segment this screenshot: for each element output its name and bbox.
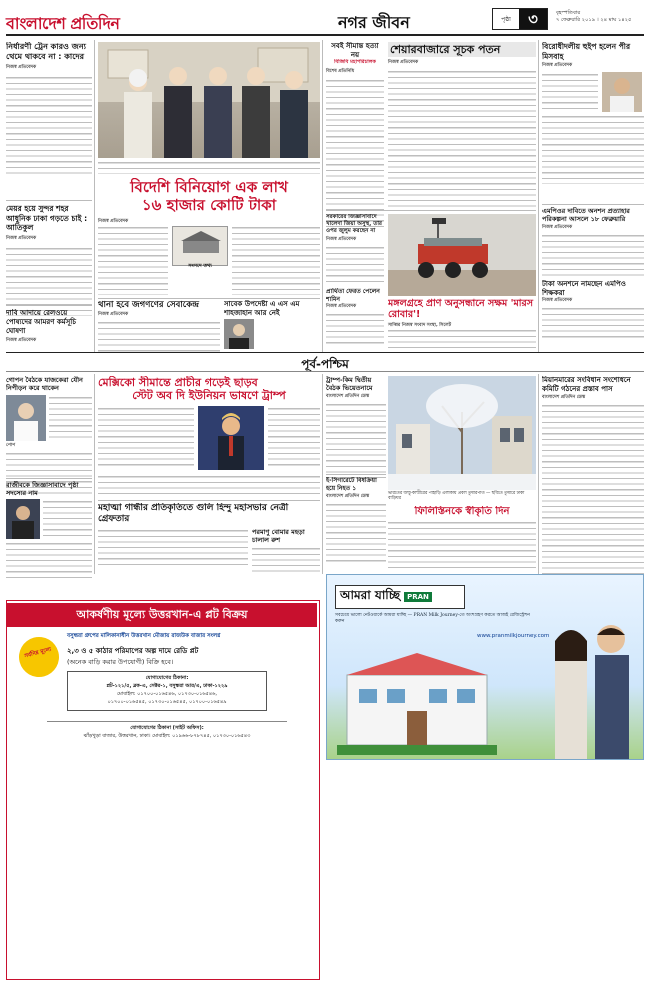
article-subtitle: বিজিবি মহাপরিচালক xyxy=(334,59,376,65)
column-divider xyxy=(94,374,95,574)
date-line xyxy=(556,10,646,24)
pran-headline-box xyxy=(335,585,465,609)
person-image xyxy=(602,72,642,112)
plot-ad-address: প্লট-১২১/৫, ব্লক-এ, সেক্টর-১, বসুন্ধরা আর/এ, ঢাকা-১২২৯ xyxy=(106,683,228,689)
rajib-photo xyxy=(6,499,40,539)
date-full: ৭ ফেব্রুয়ারি ২০১৯ । ২৪ মাঘ ১৪২৫ xyxy=(556,17,632,23)
article-headline-protidin[interactable]: প্রার্থিতা ফেরত পেলেন শামিন xyxy=(326,288,380,303)
section-banner xyxy=(6,352,644,372)
article-rajib xyxy=(6,481,92,579)
investment-byline: নিজস্ব প্রতিবেদক xyxy=(98,219,129,224)
mars-headline[interactable]: মঙ্গলগ্রহে প্রাণ অনুসন্ধানে সক্ষম 'মারস রোবার'! xyxy=(388,298,534,320)
plot-ad-sub3: (অনেক বাড়ি করার উপযোগী) বিক্রি হবে। xyxy=(67,658,174,666)
pran-headline: আমরা যাচ্ছি xyxy=(340,588,401,602)
section-title: নগর জীবন xyxy=(338,13,410,32)
article-ecigarette xyxy=(326,477,386,562)
page-number: ৩ xyxy=(519,9,547,29)
article-body xyxy=(6,75,92,175)
plot-ad-site: ঝাঁড়খুড়া বাজার, উত্তরখান, ঢাকা। মোবাইল: ০১৯৬৬-৮৭৮৭৪৫, ০১৭৩০-০১৬৫৪৩ xyxy=(83,733,251,739)
article-border xyxy=(326,42,384,228)
article-byline: নিজস্ব প্রতিবেদক xyxy=(326,237,357,242)
article-body xyxy=(388,69,536,211)
snow-scene-image xyxy=(388,376,536,490)
article-body xyxy=(326,402,386,478)
article-byline: পোপ xyxy=(6,443,16,448)
person-image xyxy=(6,395,46,441)
article-body xyxy=(326,78,384,228)
plot-ad-headline: আকর্ষণীয় মূল্যে উত্তরখান-এ প্লট বিক্রয় xyxy=(7,603,317,627)
column-divider xyxy=(94,40,95,352)
plot-ad-phones2: ০১৭০০-০১৬৫৪৫, ০১৭৩০-০১৬৫৪৫, ০১৭০০-০১৬৫৪৯ xyxy=(107,699,227,705)
mexico-headline-line1[interactable]: মেক্সিকো সীমান্তে প্রাচীর গড়েই ছাড়ব xyxy=(98,376,258,389)
pran-website[interactable]: www.pranmilkjourney.com xyxy=(477,633,550,639)
investment-body-col2 xyxy=(232,225,320,295)
investment-body-col1 xyxy=(98,225,168,295)
factory-illustration xyxy=(337,645,497,755)
article-headline[interactable]: ট্রাম্প-কিম দ্বিতীয় বৈঠক ভিয়েতনামে xyxy=(326,376,373,392)
article-body xyxy=(43,499,92,539)
article-body xyxy=(49,395,92,441)
page-label: পৃষ্ঠা xyxy=(501,15,511,23)
article-body xyxy=(6,541,92,579)
mexico-headline-line2[interactable]: স্টেট অব দি ইউনিয়ন ভাষণে ট্রাম্প xyxy=(132,389,286,402)
newspaper-logo: বাংলাদেশ প্রতিদিন xyxy=(6,14,120,33)
article-headline[interactable]: বিরোধীদলীয় হুইপ হলেন পীর মিসবাহ xyxy=(542,42,631,61)
mexico-body-wide xyxy=(98,474,320,498)
mexico-headline-block xyxy=(98,376,320,402)
column-divider xyxy=(538,40,539,352)
article-divider xyxy=(6,305,92,306)
article-headline[interactable]: রাজীবকে জিজ্ঞাসাবাদে পৃষ্ঠা সদস্যের নাম xyxy=(6,481,79,497)
article-divider xyxy=(98,500,320,501)
article-body xyxy=(326,502,386,562)
pran-brand: PRAN xyxy=(404,592,432,602)
article-byline: নিজস্ব প্রতিবেদক xyxy=(542,63,573,68)
rover-image xyxy=(388,214,536,296)
article-body xyxy=(388,520,536,572)
article-railway xyxy=(6,309,92,344)
article-headline-taka[interactable]: টাকা অনশনে নামছেন এমপিও শিক্ষকরা xyxy=(542,280,626,297)
article-divider xyxy=(6,478,92,479)
article-byline: বাংলাদেশ প্রতিদিন ডেস্ক xyxy=(326,394,370,399)
parliament-icon xyxy=(173,227,229,259)
plot-ad-contact-title: যোগাযোগের ঠিকানা: xyxy=(145,675,189,681)
article-mayor xyxy=(6,204,92,316)
article-byline: বাংলাদেশ প্রতিদিন ডেস্ক xyxy=(542,395,586,400)
article-headline[interactable]: থানা হবে জগণণের সেবাকেন্দ্র xyxy=(98,300,200,310)
plot-ad-phones: মোবাইল: ০১৭০০-০১৬৫৪৬, ০১৭৩০-০১৬৫৪৬, xyxy=(117,691,217,697)
article-byline: নিজস্ব প্রতিবেদক xyxy=(6,338,37,343)
group-photo-image xyxy=(98,42,320,158)
plot-ad-badge: সর্বনিম্ন মূল্যে xyxy=(15,633,64,682)
mars-rover-photo xyxy=(388,214,536,296)
article-adviser xyxy=(224,300,320,349)
article-mpo xyxy=(542,207,644,340)
parliament-info-box xyxy=(172,226,228,269)
person-image xyxy=(198,406,264,470)
article-body xyxy=(542,233,644,277)
article-body xyxy=(542,72,598,112)
article-divider xyxy=(326,210,536,211)
article-byline: নিজস্ব প্রতিবেদক xyxy=(388,60,419,65)
article-byline: নিজস্ব প্রতিবেদক xyxy=(326,304,357,309)
mexico-body-col1 xyxy=(98,406,194,470)
pope-photo xyxy=(6,395,46,441)
article-divider xyxy=(98,298,320,299)
plot-ad-sub2: ২,৩ ও ৫ কাঠার পরিমাপের অল্প দামে রেডি প্লট xyxy=(67,647,199,655)
article-stock xyxy=(388,42,536,211)
article-headline[interactable]: নির্ধারণী ট্রেন কারও জন্য থেমে থাকবে না : কাদের xyxy=(6,42,86,61)
article-divider xyxy=(326,474,386,475)
article-headline[interactable]: সরকারের জিজ্ঞাসাবাদে খালেদা জিয়া অসুস্থ, তার ওপর জুলুম করছেন না xyxy=(326,214,382,234)
snow-photo xyxy=(388,376,536,490)
article-train xyxy=(6,42,92,175)
article-philistine xyxy=(388,506,536,572)
article-opposition xyxy=(542,42,644,184)
mars-byline: সাব্বির নিজস্ব সংবাদ সংস্থা, সিলেট xyxy=(388,323,452,328)
masthead xyxy=(0,0,650,40)
pran-text: সবচেয়ে ভালো নেটওয়ার্কে আমরা যাচ্ছি — PRAN Milk Journey-তে অংশগ্রহণ করতে আজই রেজিস্ট্রেশন করুন xyxy=(335,613,530,624)
page-number-box xyxy=(492,8,548,30)
article-byline: বিশেষ প্রতিনিধি xyxy=(326,69,355,74)
article-byline: নিজস্ব প্রতিবেদক xyxy=(542,225,573,230)
article-headline[interactable]: সবই সীমান্ত হত্যা নয় xyxy=(331,42,379,59)
article-byline: নিজস্ব প্রতিবেদক xyxy=(6,65,37,70)
mexico-body-col2 xyxy=(268,406,320,470)
article-ziaul xyxy=(326,214,384,346)
article-byline: নিজস্ব প্রতিবেদক xyxy=(98,312,129,317)
whip-portrait xyxy=(602,72,642,112)
article-byline: নিজস্ব প্রতিবেদক xyxy=(542,298,573,303)
group-photo xyxy=(98,42,320,158)
person-image xyxy=(6,499,40,539)
trump-photo xyxy=(198,406,264,470)
article-body xyxy=(542,114,644,184)
article-headline[interactable]: এমপিওর দাবিতে অনশন প্রত্যাহার পরিকল্পনা আসলে ১৮ ফেব্রুয়ারি xyxy=(542,207,630,223)
investment-headline-block xyxy=(98,178,320,214)
plot-ad-site-title: যোগাযোগের ঠিকানা (সাইট অফিস): xyxy=(130,725,204,731)
pran-advertisement[interactable] xyxy=(326,574,644,760)
article-body xyxy=(542,306,644,340)
article-headline[interactable]: ফিলিস্তিনকে স্বীকৃতি দিন xyxy=(414,506,510,517)
investment-headline-line1[interactable]: বিদেশি বিনিয়োগ এক লাখ xyxy=(130,178,288,196)
parliament-label: সংসদে তথ্য xyxy=(188,263,212,269)
adviser-portrait xyxy=(224,319,254,349)
article-headline[interactable]: গোপন বৈঠকে যাজকেরা যৌন নিপীড়ন করে থাকেন xyxy=(6,376,83,392)
article-headline[interactable]: শেয়ারবাজারে সূচক পতন xyxy=(388,42,536,57)
investment-headline-line2[interactable]: ১৬ হাজার কোটি টাকা xyxy=(141,196,277,214)
section-banner-title: পূর্ব-পশ্চিম xyxy=(301,357,349,371)
snow-photo-caption: ভারতের জম্মু-কাশ্মীরের পাহাড়ি এলাকায় প্রবল তুষারপাত — ছবিতে তুষারে ঢাকা বাড়িঘর xyxy=(388,491,525,502)
article-body xyxy=(326,245,384,285)
article-headline[interactable]: ই-সিগারেটে বিষক্রিয়া হয়ে নিহত ১ xyxy=(326,477,377,492)
date-weekday: বৃহস্পতিবার xyxy=(556,10,581,16)
masthead-rule xyxy=(6,34,644,36)
article-headline[interactable]: দাবি আদায়ে রেলওয়ে পোষ্যদের আমরণ কর্মসূচি ঘোষণা xyxy=(6,309,77,335)
article-trump-kim xyxy=(326,376,386,478)
article-divider xyxy=(542,204,644,205)
plot-ad-sub: বসুন্ধরা গ্রুপের মালিকানাধীন উত্তরখান মৌজায় রাজউক বাজার সংলগ্ন xyxy=(67,633,221,639)
article-thana xyxy=(98,300,220,354)
column-divider xyxy=(322,40,323,352)
person-image xyxy=(224,319,254,349)
plot-ad-site-box xyxy=(47,721,287,741)
article-nepal xyxy=(252,528,320,572)
article-headline[interactable]: সাবেক উপদেষ্টা এ এস এম শাহজাহান আর নেই xyxy=(224,300,300,317)
article-byline: নিজস্ব প্রতিবেদক xyxy=(6,235,37,241)
article-headline[interactable]: মিয়ানমারের সংবিধান সংশোধনে কমিটি গঠনের প্রস্তাব পাস xyxy=(542,376,631,393)
article-headline[interactable]: পরমাণু বোমার মহড়া চালাল রুশ xyxy=(252,528,305,544)
photo-caption xyxy=(98,160,320,174)
plot-ad-contact-box xyxy=(67,671,267,711)
mahatma-headline[interactable]: মহাত্মা গান্ধীর প্রতিকৃতিতে গুলি হিন্দু মহাসভার নেত্রী গ্রেফতার xyxy=(98,503,289,524)
mahatma-body xyxy=(98,528,248,568)
couple-illustration xyxy=(541,605,641,760)
article-headline[interactable]: মেয়র হয়ে সুন্দর শহর আধুনিক ঢাকা গড়তে চাই : আতিকুল xyxy=(6,204,88,232)
article-body xyxy=(326,312,384,346)
article-byline: বাংলাদেশ প্রতিদিন ডেস্ক xyxy=(326,494,370,499)
article-body xyxy=(252,546,320,572)
column-divider xyxy=(322,374,323,574)
article-body xyxy=(98,320,220,354)
mars-body xyxy=(388,328,536,348)
plot-advertisement[interactable] xyxy=(6,600,320,980)
article-divider xyxy=(6,200,92,201)
